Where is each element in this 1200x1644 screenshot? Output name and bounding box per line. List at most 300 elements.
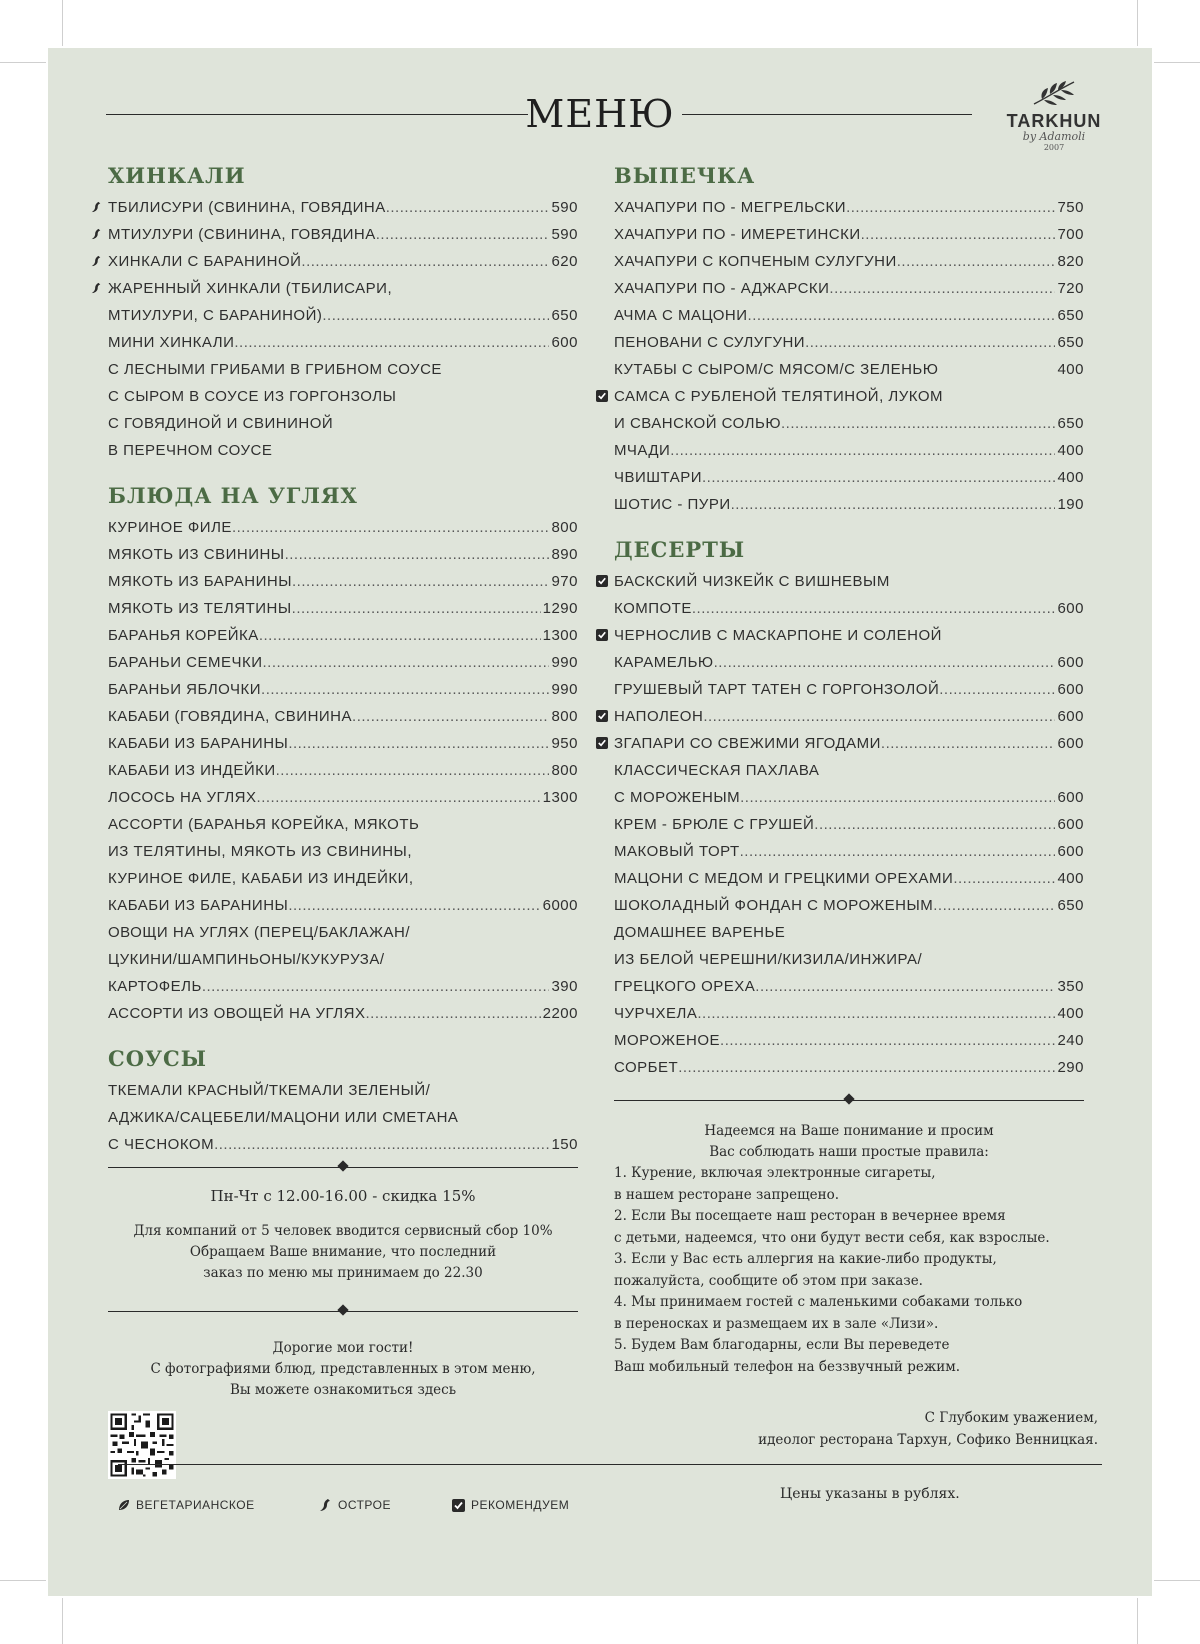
menu-item — [614, 1000, 1084, 1027]
rule-line: 4. Мы принимаем гостей с маленькими собаками только — [614, 1294, 1023, 1310]
dot-leader — [288, 730, 549, 757]
menu-item — [108, 248, 578, 275]
dot-leader — [670, 437, 1055, 464]
menu-item-name: МЧАДИ — [614, 442, 671, 459]
rule-line: в нашем ресторане запрещено. — [614, 1186, 840, 1203]
menu-item — [614, 437, 1084, 464]
menu-item-name: МАЦОНИ С МЕДОМ И ГРЕЦКИМИ ОРЕХАМИ — [614, 870, 954, 887]
menu-item — [614, 730, 1084, 757]
menu-item-name: КУРИНОЕ ФИЛЕ, КАБАБИ ИЗ ИНДЕЙКИ, — [108, 870, 414, 887]
chili-icon — [90, 201, 102, 213]
menu-item — [614, 275, 1084, 302]
signature-line: идеолог ресторана Тархун, Софико Венницкая. — [758, 1431, 1098, 1448]
dot-leader — [257, 784, 541, 811]
dot-leader — [285, 541, 550, 568]
menu-item-price: 290 — [1057, 1059, 1084, 1076]
menu-item-name: МИНИ ХИНКАЛИ — [108, 334, 235, 351]
menu-item-price: 600 — [551, 334, 578, 351]
dot-leader — [890, 568, 1082, 595]
menu-item-price — [1082, 919, 1084, 946]
menu-item — [108, 329, 578, 356]
dot-leader — [292, 595, 541, 622]
menu-item-price: 1300 — [542, 627, 578, 644]
menu-item — [614, 464, 1084, 491]
menu-item — [614, 302, 1084, 329]
dot-leader — [385, 946, 576, 973]
menu-item-price: 750 — [1057, 199, 1084, 216]
menu-item-price — [1082, 568, 1084, 595]
menu-item-name: ШОКОЛАДНЫЙ ФОНДАН С МОРОЖЕНЫМ — [614, 897, 934, 914]
menu-item-name: С МОРОЖЕНЫМ — [614, 789, 741, 806]
dot-leader — [376, 221, 550, 248]
menu-item-price: 400 — [1057, 442, 1084, 459]
dot-leader — [702, 464, 1055, 491]
menu-item — [108, 865, 578, 892]
menu-item — [108, 946, 578, 973]
menu-item-price — [576, 946, 578, 973]
menu-item — [108, 730, 578, 757]
dot-leader — [805, 329, 1055, 356]
divider — [108, 1160, 578, 1174]
menu-section — [108, 478, 578, 1027]
menu-item-name: МОРОЖЕНОЕ — [614, 1032, 721, 1049]
logo-signature: by Adamoli — [1022, 130, 1086, 143]
menu-item-name: САМСА С РУБЛЕНОЙ ТЕЛЯТИНОЙ, ЛУКОМ — [614, 388, 944, 405]
menu-item-name: КЛАССИЧЕСКАЯ ПАХЛАВА — [614, 762, 820, 779]
checkbox-icon — [596, 575, 608, 587]
dot-leader — [414, 865, 576, 892]
dot-leader — [442, 356, 576, 383]
dot-leader — [261, 676, 549, 703]
divider — [108, 1304, 578, 1318]
menu-item-name: БАРАНЬИ СЕМЕЧКИ — [108, 654, 263, 671]
right-sections — [614, 158, 1084, 1081]
signature — [614, 1408, 1098, 1451]
menu-item — [108, 514, 578, 541]
menu-item-price: 600 — [1057, 654, 1084, 671]
menu-item-price: 190 — [1057, 496, 1084, 513]
dot-leader — [396, 383, 576, 410]
menu-item-price: 820 — [1057, 253, 1084, 270]
menu-item-name: ЖАРЕННЫЙ ХИНКАЛИ (ТБИЛИСАРИ, — [108, 280, 393, 297]
menu-item-name: ТБИЛИСУРИ (СВИНИНА, ГОВЯДИНА — [108, 199, 386, 216]
menu-item-name: ЧУРЧХЕЛА — [614, 1005, 698, 1022]
menu-item-price: 800 — [551, 708, 578, 725]
legend-spicy — [318, 1495, 391, 1515]
dot-leader — [272, 437, 576, 464]
menu-item-name: МАКОВЫЙ ТОРТ — [614, 843, 740, 860]
menu-item-price: 800 — [551, 519, 578, 536]
rule-line: 1. Курение, включая электронные сигареты, — [614, 1165, 936, 1181]
logo-year: 2007 — [1043, 143, 1065, 152]
menu-item-name: АЧМА С МАЦОНИ — [614, 307, 748, 324]
rule-line: Ваш мобильный телефон на беззвучный режим. — [614, 1358, 961, 1375]
menu-item — [614, 1054, 1084, 1081]
menu-item-name: ЗГАПАРИ СО СВЕЖИМИ ЯГОДАМИ — [614, 735, 881, 752]
dot-leader — [458, 1104, 576, 1131]
menu-item-price: 590 — [551, 199, 578, 216]
menu-item-price — [576, 437, 578, 464]
dot-leader — [942, 622, 1082, 649]
dot-leader — [697, 1000, 1055, 1027]
dot-leader — [922, 946, 1082, 973]
dot-leader — [214, 1131, 549, 1158]
menu-item-price — [576, 356, 578, 383]
section-title: ДЕСЕРТЫ — [614, 537, 746, 562]
checkbox-icon — [596, 737, 608, 749]
checkbox-icon — [596, 629, 608, 641]
tarragon-leaf-icon — [1028, 80, 1080, 106]
menu-item-price — [576, 383, 578, 410]
guests-note-line: Дорогие мои гости! — [272, 1340, 414, 1356]
menu-item — [108, 1000, 578, 1027]
menu-item-name: ХИНКАЛИ С БАРАНИНОЙ — [108, 253, 302, 270]
menu-section — [108, 158, 578, 464]
dot-leader — [881, 730, 1056, 757]
menu-item — [614, 838, 1084, 865]
menu-item-price: 800 — [551, 762, 578, 779]
menu-item — [108, 568, 578, 595]
menu-item-name: ЧЕРНОСЛИВ С МАСКАРПОНЕ И СОЛЕНОЙ — [614, 627, 942, 644]
leaf-icon — [118, 1499, 130, 1511]
menu-item-name: ДОМАШНЕЕ ВАРЕНЬЕ — [614, 924, 786, 941]
rules-intro-line: Вас соблюдать наши простые правила: — [709, 1144, 989, 1160]
menu-item — [614, 703, 1084, 730]
checkbox-icon — [596, 710, 608, 722]
dot-leader — [412, 838, 576, 865]
menu-item-price: 390 — [551, 978, 578, 995]
dot-leader — [301, 248, 549, 275]
dot-leader — [678, 1054, 1055, 1081]
left-sections — [108, 158, 578, 1158]
checkbox-icon — [596, 390, 608, 402]
dot-leader — [410, 919, 576, 946]
menu-item-name: МЯКОТЬ ИЗ СВИНИНЫ — [108, 546, 285, 563]
menu-item — [108, 275, 578, 302]
guests-note-line: С фотографиями блюд, представленных в этом меню, — [150, 1361, 536, 1377]
dot-leader — [731, 491, 1056, 518]
menu-item-price: 6000 — [542, 897, 578, 914]
right-column — [614, 158, 1098, 1451]
section-title: ХИНКАЛИ — [108, 163, 246, 188]
menu-item — [108, 194, 578, 221]
rule-line: с детьми, надеемся, что они будут вести себя, как взрослые. — [614, 1229, 1050, 1246]
dot-leader — [740, 838, 1056, 865]
menu-item-name: КАРАМЕЛЬЮ — [614, 654, 714, 671]
menu-item — [108, 221, 578, 248]
menu-item — [108, 811, 578, 838]
dot-leader — [392, 275, 576, 302]
dot-leader — [846, 194, 1055, 221]
menu-page — [48, 48, 1152, 1596]
menu-item — [108, 622, 578, 649]
service-note — [108, 1221, 578, 1284]
menu-item-name: В ПЕРЕЧНОМ СОУСЕ — [108, 442, 273, 459]
menu-item-price: 650 — [1057, 334, 1084, 351]
menu-item-price: 590 — [551, 226, 578, 243]
menu-item — [108, 302, 578, 329]
menu-item — [108, 437, 578, 464]
service-note-line: Обращаем Ваше внимание, что последний — [189, 1244, 497, 1260]
menu-item-name: С ЧЕСНОКОМ — [108, 1136, 215, 1153]
legend-recommended — [452, 1495, 569, 1515]
menu-item — [108, 676, 578, 703]
menu-item-name: ГРУШЕВЫЙ ТАРТ ТАТЕН С ГОРГОНЗОЛОЙ — [614, 681, 940, 698]
dot-leader — [861, 221, 1056, 248]
dot-leader — [263, 649, 550, 676]
menu-item — [614, 865, 1084, 892]
menu-item-price: 990 — [551, 681, 578, 698]
menu-item-price — [576, 865, 578, 892]
chili-icon — [90, 255, 102, 267]
menu-item-name: НАПОЛЕОН — [614, 708, 704, 725]
menu-item-price — [1082, 383, 1084, 410]
menu-item — [108, 410, 578, 437]
menu-item — [108, 1131, 578, 1158]
menu-item — [614, 248, 1084, 275]
dot-leader — [322, 302, 549, 329]
legend-spicy-label: ОСТРОЕ — [338, 1498, 392, 1512]
dot-leader — [720, 1027, 1055, 1054]
menu-item — [614, 784, 1084, 811]
service-note-line: Для компаний от 5 человек вводится сервисный сбор 10% — [133, 1223, 553, 1239]
menu-item-price: 650 — [551, 307, 578, 324]
menu-item-name: МТИУЛУРИ (СВИНИНА, ГОВЯДИНА — [108, 226, 376, 243]
menu-item — [108, 892, 578, 919]
footer-rule — [118, 1464, 1102, 1465]
dot-leader — [785, 919, 1082, 946]
menu-item-name: ПЕНОВАНИ С СУЛУГУНИ — [614, 334, 806, 351]
menu-item-price: 2200 — [542, 1005, 578, 1022]
dot-leader — [232, 514, 550, 541]
dot-leader — [939, 676, 1055, 703]
menu-item — [108, 356, 578, 383]
menu-item-name: КУРИНОЕ ФИЛЕ — [108, 519, 232, 536]
dot-leader — [703, 703, 1055, 730]
menu-item — [614, 568, 1084, 595]
menu-item-price — [576, 811, 578, 838]
rule-line: 5. Будем Вам благодарны, если Вы переведете — [614, 1337, 950, 1353]
menu-item-price: 650 — [1057, 415, 1084, 432]
dot-leader — [829, 275, 1055, 302]
menu-item-name: ЦУКИНИ/ШАМПИНЬОНЫ/КУКУРУЗА/ — [108, 951, 385, 968]
menu-item-price: 650 — [1057, 307, 1084, 324]
menu-item-name: С ГОВЯДИНОЙ И СВИНИНОЙ — [108, 415, 334, 432]
dot-leader — [365, 1000, 540, 1027]
dot-leader — [755, 973, 1055, 1000]
guests-note-line: Вы можете ознакомиться здесь — [229, 1382, 457, 1398]
chili-icon — [90, 228, 102, 240]
menu-item-name: ГРЕЦКОГО ОРЕХА — [614, 978, 756, 995]
menu-item-price — [1082, 757, 1084, 784]
menu-section — [108, 1041, 578, 1158]
menu-item-name: ОВОЩИ НА УГЛЯХ (ПЕРЕЦ/БАКЛАЖАН/ — [108, 924, 411, 941]
dot-leader — [234, 329, 549, 356]
menu-item-name: ИЗ ТЕЛЯТИНЫ, МЯКОТЬ ИЗ СВИНИНЫ, — [108, 843, 413, 860]
menu-item — [614, 757, 1084, 784]
menu-item-price: 950 — [551, 735, 578, 752]
menu-item-name: ТКЕМАЛИ КРАСНЫЙ/ТКЕМАЛИ ЗЕЛЕНЫЙ/ — [108, 1082, 431, 1099]
rule-line: пожалуйста, сообщите об этом при заказе. — [614, 1272, 923, 1289]
menu-item-name: КАБАБИ ИЗ ИНДЕЙКИ — [108, 762, 276, 779]
menu-item-price: 240 — [1057, 1032, 1084, 1049]
menu-item — [614, 946, 1084, 973]
dot-leader — [897, 248, 1056, 275]
menu-item-price: 400 — [1057, 870, 1084, 887]
dot-leader — [933, 892, 1055, 919]
section-title: СОУСЫ — [108, 1046, 207, 1071]
menu-item-name: БАСКСКИЙ ЧИЗКЕЙК С ВИШНЕВЫМ — [614, 573, 890, 590]
menu-item-price — [576, 1077, 578, 1104]
menu-item-name: ХАЧАПУРИ ПО - ИМЕРЕТИНСКИ — [614, 226, 861, 243]
menu-item — [108, 383, 578, 410]
dot-leader — [202, 973, 550, 1000]
dot-leader — [292, 568, 549, 595]
rules-list — [614, 1163, 1084, 1378]
legend-recommended-label: РЕКОМЕНДУЕМ — [471, 1498, 570, 1512]
chili-icon — [318, 1498, 332, 1512]
signature-line: С Глубоким уважением, — [924, 1410, 1098, 1426]
menu-item-price: 890 — [551, 546, 578, 563]
menu-item — [614, 919, 1084, 946]
menu-item-price: 600 — [1057, 708, 1084, 725]
menu-item — [614, 356, 1084, 383]
menu-item-price: 720 — [1057, 280, 1084, 297]
menu-item-name: БАРАНЬИ ЯБЛОЧКИ — [108, 681, 262, 698]
menu-item-price: 400 — [1057, 469, 1084, 486]
dot-leader — [333, 410, 576, 437]
menu-item — [614, 892, 1084, 919]
menu-item — [614, 410, 1084, 437]
menu-item — [108, 541, 578, 568]
menu-item-price: 700 — [1057, 226, 1084, 243]
menu-item — [614, 649, 1084, 676]
menu-item-price: 350 — [1057, 978, 1084, 995]
menu-item-name: ХАЧАПУРИ ПО - МЕГРЕЛЬСКИ — [614, 199, 847, 216]
menu-item — [614, 811, 1084, 838]
dot-leader — [781, 410, 1055, 437]
menu-item-name: ХАЧАПУРИ С КОПЧЕНЫМ СУЛУГУНИ — [614, 253, 897, 270]
menu-item-price: 400 — [1057, 361, 1084, 378]
menu-item — [614, 676, 1084, 703]
menu-item — [614, 194, 1084, 221]
dot-leader — [276, 757, 550, 784]
menu-item-price: 600 — [1057, 735, 1084, 752]
left-column — [108, 158, 578, 1484]
dot-leader — [938, 356, 1055, 383]
menu-item-name: МТИУЛУРИ, С БАРАНИНОЙ) — [108, 307, 323, 324]
dot-leader — [352, 703, 549, 730]
menu-item — [108, 1077, 578, 1104]
menu-item-price — [576, 919, 578, 946]
rule-line: 3. Если у Вас есть аллергия на какие-либо продукты, — [614, 1251, 997, 1267]
menu-item-price: 650 — [1057, 897, 1084, 914]
rules-intro — [614, 1121, 1084, 1163]
menu-item — [614, 221, 1084, 248]
chili-icon — [90, 282, 102, 294]
menu-item-name: АССОРТИ (БАРАНЬЯ КОРЕЙКА, МЯКОТЬ — [108, 816, 420, 833]
menu-item-name: ХАЧАПУРИ ПО - АДЖАРСКИ — [614, 280, 830, 297]
section-title: БЛЮДА НА УГЛЯХ — [108, 483, 358, 508]
rule-line: в переносках и размещаем их в зале «Лизи». — [614, 1315, 939, 1332]
logo — [994, 80, 1114, 152]
menu-item — [614, 491, 1084, 518]
dot-leader — [259, 622, 541, 649]
menu-item — [614, 973, 1084, 1000]
menu-item-name: КОМПОТЕ — [614, 600, 692, 617]
menu-item-name: КАБАБИ ИЗ БАРАНИНЫ — [108, 735, 289, 752]
menu-item-name: ИЗ БЕЛОЙ ЧЕРЕШНИ/КИЗИЛА/ИНЖИРА/ — [614, 951, 923, 968]
menu-item — [108, 1104, 578, 1131]
menu-item-name: И СВАНСКОЙ СОЛЬЮ — [614, 415, 781, 432]
menu-item-price — [576, 1104, 578, 1131]
logo-name: TARKHUN — [1006, 111, 1102, 131]
menu-item-name: С СЫРОМ В СОУСЕ ИЗ ГОРГОНЗОЛЫ — [108, 388, 397, 405]
menu-item-name: КАБАБИ ИЗ БАРАНИНЫ — [108, 897, 289, 914]
dot-leader — [748, 302, 1056, 329]
menu-item-name: КРЕМ - БРЮЛЕ С ГРУШЕЙ — [614, 816, 815, 833]
menu-item-name: КУТАБЫ С СЫРОМ/С МЯСОМ/С ЗЕЛЕНЬЮ — [614, 361, 939, 378]
page-title: МЕНЮ — [525, 92, 675, 136]
menu-item-name: ШОТИС - ПУРИ — [614, 496, 731, 513]
menu-item-name: МЯКОТЬ ИЗ БАРАНИНЫ — [108, 573, 292, 590]
menu-item-name: СОРБЕТ — [614, 1059, 679, 1076]
menu-item-name: ЛОСОСЬ НА УГЛЯХ — [108, 789, 257, 806]
menu-item-price: 990 — [551, 654, 578, 671]
menu-item-price: 1300 — [542, 789, 578, 806]
menu-item-price: 970 — [551, 573, 578, 590]
menu-item-price: 600 — [1057, 681, 1084, 698]
service-note-line: заказ по меню мы принимаем до 22.30 — [203, 1265, 483, 1281]
menu-item-name: КАБАБИ (ГОВЯДИНА, СВИНИНА — [108, 708, 353, 725]
menu-item — [614, 622, 1084, 649]
dot-leader — [943, 383, 1082, 410]
menu-item — [614, 595, 1084, 622]
menu-item-price — [576, 838, 578, 865]
menu-item-name: АССОРТИ ИЗ ОВОЩЕЙ НА УГЛЯХ — [108, 1005, 366, 1022]
menu-item-price: 600 — [1057, 789, 1084, 806]
dot-leader — [714, 649, 1056, 676]
menu-item-name: МЯКОТЬ ИЗ ТЕЛЯТИНЫ — [108, 600, 292, 617]
menu-item-price: 600 — [1057, 816, 1084, 833]
menu-item-name: БАРАНЬЯ КОРЕЙКА — [108, 627, 259, 644]
menu-item-name: ЧВИШТАРИ — [614, 469, 702, 486]
dot-leader — [430, 1077, 576, 1104]
dot-leader — [953, 865, 1055, 892]
menu-item-price: 620 — [551, 253, 578, 270]
menu-item-name: С ЛЕСНЫМИ ГРИБАМИ В ГРИБНОМ СОУСЕ — [108, 361, 442, 378]
menu-item — [108, 973, 578, 1000]
guests-note — [108, 1338, 578, 1401]
dot-leader — [386, 194, 550, 221]
dot-leader — [419, 811, 576, 838]
menu-item-name: КАРТОФЕЛЬ — [108, 978, 202, 995]
currency-note: Цены указаны в рублях. — [780, 1486, 960, 1502]
discount-note: Пн-Чт с 12.00-16.00 - скидка 15% — [210, 1187, 476, 1205]
menu-item-price — [1082, 622, 1084, 649]
menu-item-price — [576, 410, 578, 437]
dot-leader — [814, 811, 1055, 838]
qr-code[interactable] — [108, 1411, 176, 1479]
menu-item — [108, 784, 578, 811]
menu-item-price: 400 — [1057, 1005, 1084, 1022]
menu-item-name: АДЖИКА/САЦЕБЕЛИ/МАЦОНИ ИЛИ СМЕТАНА — [108, 1109, 459, 1126]
menu-item-price: 150 — [551, 1136, 578, 1153]
menu-item — [108, 838, 578, 865]
menu-item — [614, 329, 1084, 356]
rules-intro-line: Надеемся на Ваше понимание и просим — [704, 1123, 994, 1139]
section-title: ВЫПЕЧКА — [614, 163, 756, 188]
